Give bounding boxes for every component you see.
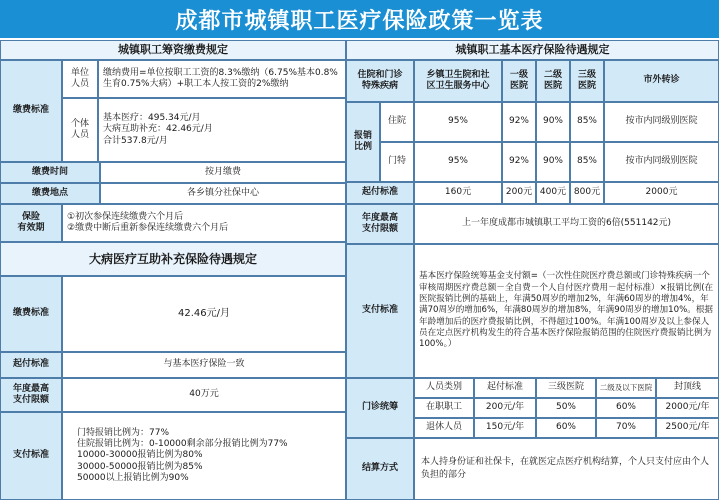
op-header-level2-below: 二级及以下医院 xyxy=(596,378,656,398)
threshold-level3: 800元 xyxy=(570,182,604,204)
insurance-valid-label: 保险 有效期 xyxy=(0,204,62,242)
op-row-retiree-cap: 2500元/年 xyxy=(656,418,719,438)
outpatient-special-level3: 85% xyxy=(570,142,604,182)
inpatient-level1: 92% xyxy=(502,102,536,142)
annual-cap-value: 上一年度成都市城镇职工平均工资的6倍(551142元) xyxy=(414,204,719,244)
header-outside: 市外转诊 xyxy=(604,60,719,102)
outpatient-pool-label: 门诊统筹 xyxy=(346,378,414,438)
outpatient-special-level1: 92% xyxy=(502,142,536,182)
page-title: 成都市城镇职工医疗保险政策一览表 xyxy=(0,0,719,38)
payment-text: 基本医疗保险统筹基金支付额=（一次性住院医疗费总额或门诊特殊疾病一个审核周期医疗费总额－全自费－个人自付医疗费用－起付标准）×报销比例(在医院报销比例的基础上，年满50周岁的增加2%，年满60周岁的增加4%，年满70周岁的增加6%，年满80周岁的增加8%，年满90周岁的增加10%。根据年龄增加后的医疗费报销比例，不得超过100%。年满100周岁及以上参保人员在定点医疗机构发生的符合基本医疗保险报销范围的住院医疗费报销比例为100%。） xyxy=(414,244,719,378)
serious-threshold-value: 与基本医疗保险一致 xyxy=(62,352,346,378)
fee-place-label: 缴费地点 xyxy=(0,183,100,204)
op-row-retiree-level2: 70% xyxy=(596,418,656,438)
row-type-inpatient: 住院 xyxy=(380,102,414,142)
header-level1: 一级 医院 xyxy=(502,60,536,102)
threshold-outside: 2000元 xyxy=(604,182,719,204)
reimb-label: 报销 比例 xyxy=(346,102,380,182)
header-special: 住院和门诊 特殊疾病 xyxy=(346,60,414,102)
individual-text: 基本医疗：495.34元/月 大病互助补充：42.46元/月 合计537.8元/月 xyxy=(98,98,346,162)
op-header-level3: 三级医院 xyxy=(536,378,596,398)
op-header-category: 人员类别 xyxy=(414,378,474,398)
op-row-retiree-threshold: 150元/年 xyxy=(474,418,536,438)
threshold-community: 160元 xyxy=(414,182,502,204)
op-row-employee-category: 在职职工 xyxy=(414,398,474,418)
threshold-level2: 400元 xyxy=(536,182,570,204)
payment-label: 支付标准 xyxy=(346,244,414,378)
section-title-basic-benefits: 城镇职工基本医疗保险待遇规定 xyxy=(346,40,719,60)
serious-cap-label: 年度最高 支付限额 xyxy=(0,378,62,412)
serious-pay-label: 支付标准 xyxy=(0,412,62,500)
header-level3: 三级 医院 xyxy=(570,60,604,102)
serious-threshold-label: 起付标准 xyxy=(0,352,62,378)
settlement-text: 本人持身份证和社保卡，在就医定点医疗机构结算，个人只支付应由个人负担的部分 xyxy=(414,438,719,500)
op-header-threshold: 起付标准 xyxy=(474,378,536,398)
op-row-retiree-category: 退休人员 xyxy=(414,418,474,438)
op-row-employee-cap: 2000元/年 xyxy=(656,398,719,418)
op-header-cap: 封顶线 xyxy=(656,378,719,398)
row-type-outpatient-special: 门特 xyxy=(380,142,414,182)
op-row-employee-threshold: 200元/年 xyxy=(474,398,536,418)
outpatient-special-community: 95% xyxy=(414,142,502,182)
inpatient-level2: 90% xyxy=(536,102,570,142)
inpatient-outside: 按市内同级别医院 xyxy=(604,102,719,142)
header-community: 乡镇卫生院和社 区卫生服务中心 xyxy=(414,60,502,102)
serious-pay-text: 门特报销比例为：77% 住院报销比例为：0-10000剩余部分报销比例为77% 10000-30000报销比例为80% 30000-50000报销比例为85% 50000以上报销比例为90% xyxy=(62,412,346,500)
section-title-serious-illness: 大病医疗互助补充保险待遇规定 xyxy=(0,242,346,276)
outpatient-special-outside: 按市内同级别医院 xyxy=(604,142,719,182)
section-title-funding: 城镇职工筹资缴费规定 xyxy=(0,40,346,60)
inpatient-community: 95% xyxy=(414,102,502,142)
insurance-valid-items: ①初次参保连续缴费六个月后 ②缴费中断后重新参保连续缴费六个月后 xyxy=(62,204,346,242)
annual-cap-label: 年度最高 支付限额 xyxy=(346,204,414,244)
threshold-label: 起付标准 xyxy=(346,182,414,204)
outpatient-special-level2: 90% xyxy=(536,142,570,182)
unit-person-label: 单位 人员 xyxy=(62,60,98,98)
op-row-retiree-level3: 60% xyxy=(536,418,596,438)
inpatient-level3: 85% xyxy=(570,102,604,142)
op-row-employee-level2: 60% xyxy=(596,398,656,418)
fee-place-value: 各乡镇分社保中心 xyxy=(100,183,346,204)
fee-time-value: 按月缴费 xyxy=(100,162,346,183)
unit-person-text: 缴纳费用=单位按职工工资的8.3%缴纳（6.75%基本0.8%生育0.75%大病）+职工本人按工资的2%缴纳 xyxy=(98,60,346,98)
header-level2: 二级 医院 xyxy=(536,60,570,102)
op-row-employee-level3: 50% xyxy=(536,398,596,418)
individual-label: 个体 人员 xyxy=(62,98,98,162)
serious-fee-label: 缴费标准 xyxy=(0,276,62,352)
fee-time-label: 缴费时间 xyxy=(0,162,100,183)
serious-cap-value: 40万元 xyxy=(62,378,346,412)
fee-standard-label: 缴费标准 xyxy=(0,60,62,162)
serious-fee-value: 42.46元/月 xyxy=(62,276,346,352)
threshold-level1: 200元 xyxy=(502,182,536,204)
settlement-label: 结算方式 xyxy=(346,438,414,500)
